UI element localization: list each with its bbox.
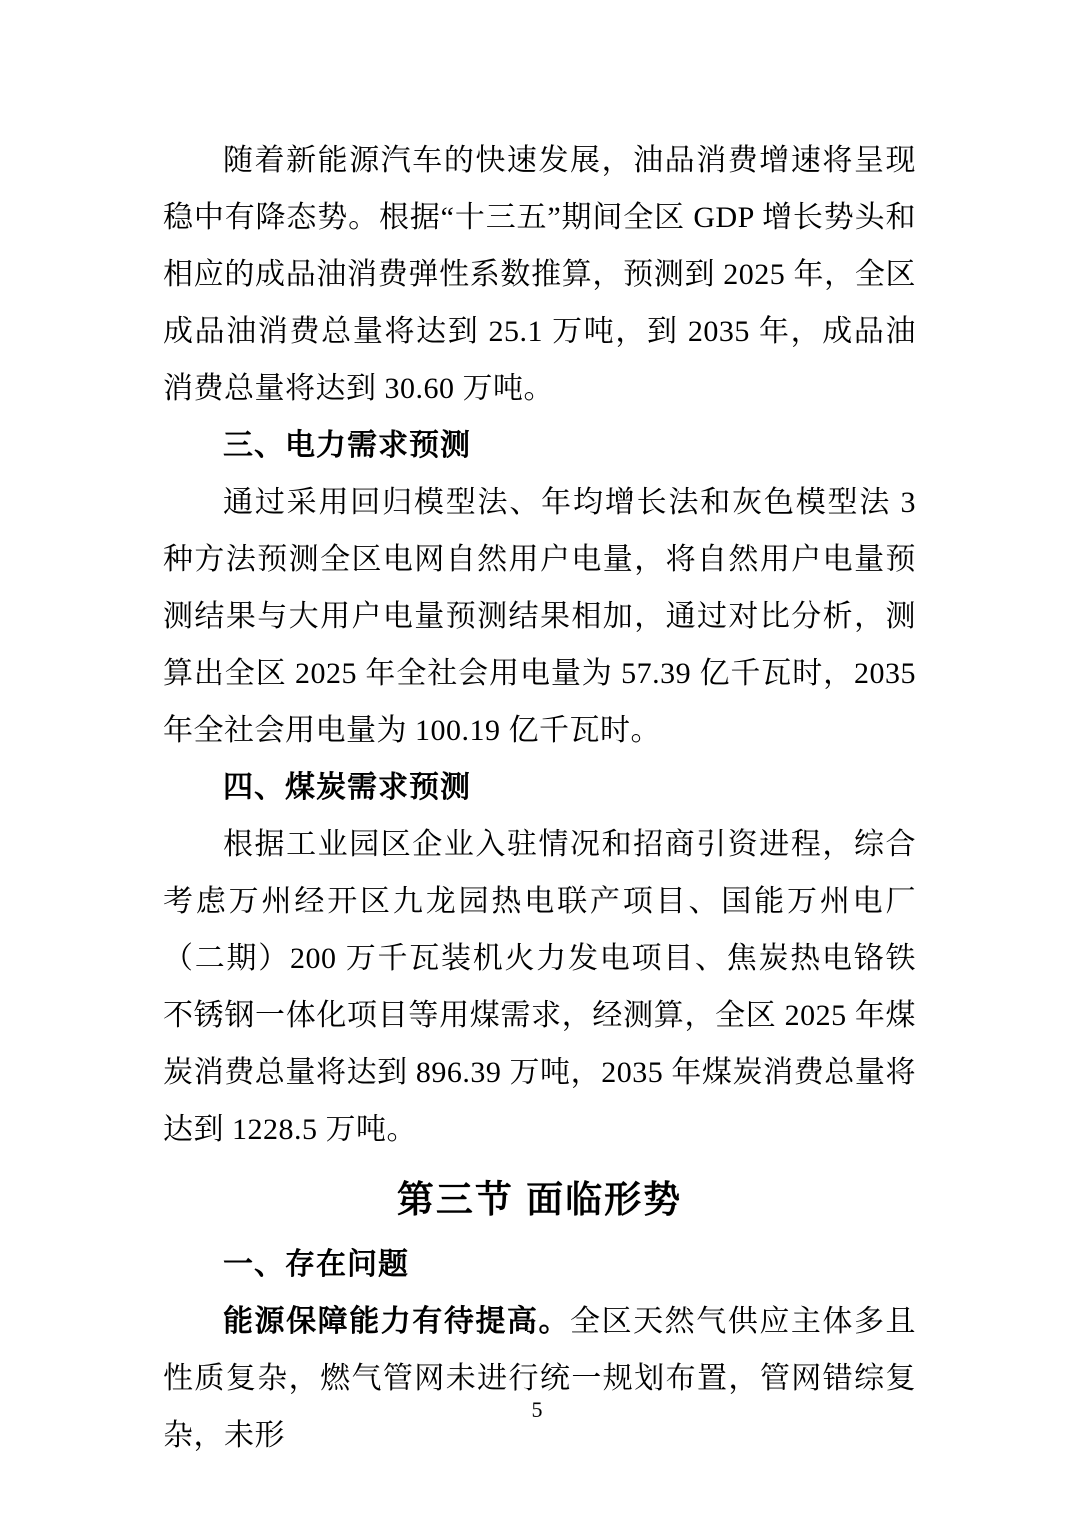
paragraph-coal-demand-forecast: 根据工业园区企业入驻情况和招商引资进程，综合考虑万州经开区九龙园热电联产项目、国能万州电厂（二期）200 万千瓦装机火力发电项目、焦炭热电铬铁不锈钢一体化项目等用煤需求，经测算，全区 2025 年煤炭消费总量将达到 896.39 万吨，2035 年煤炭消费总量将达到 1228.5 万吨。 (163, 828, 916, 1146)
heading-section-three-situation: 第三节 面临形势 (396, 1179, 683, 1220)
heading-coal-demand-forecast: 四、煤炭需求预测 (223, 771, 471, 804)
paragraph-energy-security (163, 1293, 916, 1464)
heading-power-demand-forecast: 三、电力需求预测 (223, 429, 471, 462)
paragraph-oil-consumption-forecast: 随着新能源汽车的快速发展，油品消费增速将呈现稳中有降态势。根据“十三五”期间全区 GDP 增长势头和相应的成品油消费弹性系数推算，预测到 2025 年，全区成品油消费总量将达到 25.1 万吨，到 2035 年，成品油消费总量将达到 30.60 万吨。 (163, 144, 916, 405)
page-content (163, 132, 916, 1464)
page-number: 5 (531, 1397, 543, 1422)
paragraph-energy-security-bold-lead: 能源保障能力有待提高。 (223, 1305, 571, 1338)
paragraph-power-demand-forecast: 通过采用回归模型法、年均增长法和灰色模型法 3 种方法预测全区电网自然用户电量，将自然用户电量预测结果与大用户电量预测结果相加，通过对比分析，测算出全区 2025 年全社会用电量为 57.39 亿千瓦时，2035 年全社会用电量为 100.19 亿千瓦时。 (163, 486, 916, 747)
heading-existing-problems: 一、存在问题 (223, 1248, 409, 1281)
paragraph-energy-security-body: 全区天然气供应主体多且性质复杂，燃气管网未进行统一规划布置，管网错综复杂，未形 (163, 1305, 917, 1452)
